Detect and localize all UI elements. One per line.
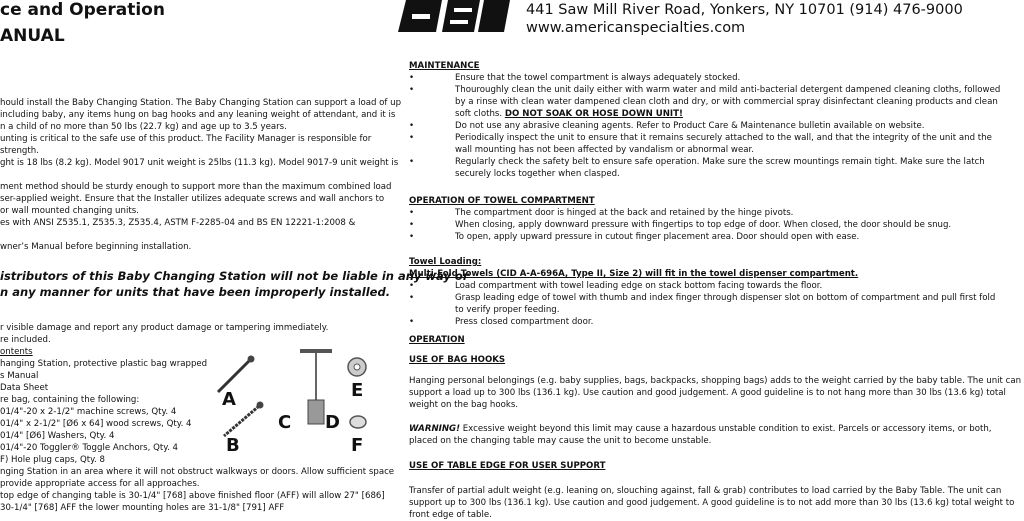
text-line: ment method should be sturdy enough to support more than the maximum combined load (0, 182, 392, 192)
text-line: Transfer of partial adult weight (e.g. leaning on, slouching against, fall & grab) contributes to load carried by the Baby Table. The unit can (409, 486, 1002, 496)
item-text: by a rinse with clean water dampened clean cloth and dry, or with commercial spray disinfectant cleaning products and clean (455, 97, 998, 107)
text-line: r visible damage and report any product damage or tampering immediately. (0, 323, 329, 333)
machine-screw-icon (218, 360, 250, 392)
item-text: soft cloths. DO NOT SOAK OR HOSE DOWN UNIT! (455, 109, 683, 119)
text-line: s Manual (0, 371, 39, 381)
hardware-illustration (205, 342, 385, 458)
text-line: or wall mounted changing units. (0, 206, 139, 216)
text-line: ser-applied weight. Ensure that the Installer utilizes adequate screws and wall anchors to (0, 194, 385, 204)
wood-screw-icon (224, 406, 259, 436)
asi-logo-icon (398, 0, 510, 34)
list-item (409, 84, 1009, 120)
text-line: 30-1/4" [768] AFF the lower mounting holes are 31-1/8" [791] AFF (0, 503, 285, 513)
text-line: support up to 300 lbs (136.1 kg). Use caution and good judgement. A good guideline is to not add more than 30 lbs (13.6 kg) total weight to (409, 498, 1015, 508)
contents-heading: ontents (0, 347, 33, 357)
item-text: wall mounting has not been affected by vandalism or abnormal wear. (455, 145, 754, 155)
washer-hole-icon (354, 364, 360, 370)
bullet: • (409, 133, 415, 143)
maintenance-heading: MAINTENANCE (409, 61, 480, 71)
label-d: D (325, 412, 340, 433)
warning-line: WARNING! Excessive weight beyond this limit may cause a hazardous unstable condition to exist. Parcels or accessory items, or both, (409, 424, 992, 434)
bag-hooks-warning (409, 423, 992, 447)
bullet: • (409, 281, 415, 291)
towel-compartment-list (409, 207, 1009, 243)
item-text: securely locks together when clasped. (455, 169, 620, 179)
warning-line: n any manner for units that have been improperly installed. (0, 285, 391, 299)
warning-line: placed on the changing table may cause the unit to become unstable. (409, 436, 712, 446)
company-website[interactable]: www.americanspecialties.com (526, 20, 746, 36)
bullet: • (409, 232, 415, 242)
text-line: strength. (0, 146, 39, 156)
installation-text (0, 97, 401, 253)
bullet: • (409, 73, 415, 83)
list-item (409, 132, 1009, 156)
hole-plug-cap-icon (350, 416, 366, 428)
text-line (0, 229, 401, 241)
text-line: provide appropriate access for all approaches. (0, 479, 200, 489)
list-item (409, 292, 1009, 316)
item-text: Do not use any abrasive cleaning agents. Refer to Product Care & Maintenance bulletin available on website. (455, 121, 925, 131)
bullet: • (409, 157, 415, 167)
text-line: unting is critical to the safe use of this product. The Facility Manager is responsible for (0, 134, 372, 144)
item-text: Regularly check the safety belt to ensure safe operation. Make sure the screw mountings remain tight. Make sure the latch (455, 157, 985, 167)
text-line: n a child of no more than 50 lbs (22.7 kg) and age up to 3.5 years. (0, 122, 287, 132)
manual-title-line1: ce and Operation (0, 0, 165, 20)
list-item (409, 280, 1009, 292)
towel-loading-heading: Towel Loading: (409, 257, 482, 267)
text-line: ght is 18 lbs (8.2 kg). Model 9017 unit weight is 25lbs (11.3 kg). Model 9017-9 unit weight is (0, 158, 399, 168)
table-edge-heading: USE OF TABLE EDGE FOR USER SUPPORT (409, 461, 606, 471)
text-line: 01/4" [Ø6] Washers, Qty. 4 (0, 431, 115, 441)
item-text: Periodically inspect the unit to ensure that it remains securely attached to the wall, and that the integrity of the unit and the (455, 133, 992, 143)
item-text: Load compartment with towel leading edge on stack bottom facing towards the floor. (455, 281, 823, 291)
text-line (0, 169, 401, 181)
operation-heading: OPERATION (409, 335, 465, 345)
text-line: 01/4" x 2-1/2" [Ø6 x 64] wood screws, Qty. 4 (0, 419, 192, 429)
toggle-anchor-body-icon (308, 400, 324, 424)
towel-loading-list (409, 280, 1009, 328)
text-line: es with ANSI Z535.1, Z535.3, Z535.4, ASTM F-2285-04 and BS EN 12221-1:2008 & (0, 218, 356, 228)
text-line: F) Hole plug caps, Qty. 8 (0, 455, 105, 465)
text-line: 01/4"-20 Toggler® Toggle Anchors, Qty. 4 (0, 443, 179, 453)
text-line: wner’s Manual before beginning installation. (0, 242, 192, 252)
text-line: support a load up to 300 lbs (136.1 kg). Use caution and good judgement. A good guideline is to not hang more than 30 lbs (13.6 kg) total (409, 388, 1006, 398)
text-line: re included. (0, 335, 51, 345)
no-soak-warning: DO NOT SOAK OR HOSE DOWN UNIT! (504, 109, 683, 119)
toggle-anchor-bar-icon (300, 349, 332, 353)
item-text: To open, apply upward pressure in cutout finger placement area. Door should open with ease. (455, 232, 860, 242)
text-line: front edge of table. (409, 510, 492, 520)
towel-compartment-heading: OPERATION OF TOWEL COMPARTMENT (409, 196, 595, 206)
text-line: hanging Station, protective plastic bag wrapped (0, 359, 208, 369)
maintenance-list (409, 72, 1009, 180)
bullet: • (409, 293, 415, 303)
bullet: • (409, 208, 415, 218)
label-e: E (351, 380, 364, 401)
label-f: F (351, 435, 364, 456)
label-c: C (278, 412, 292, 433)
list-item (409, 207, 1009, 219)
warning-line: istributors of this Baby Changing Station will not be liable in any way or (0, 269, 469, 283)
item-text: Thouroughly clean the unit daily either with warm water and mild anti-bacterial detergent dampened cleaning cloths, followed (455, 85, 1001, 95)
text-line: including baby, any items hung on bag hooks and any leaning weight of attendant, and it is (0, 110, 396, 120)
item-text: Press closed compartment door. (455, 317, 594, 327)
bullet: • (409, 220, 415, 230)
text-line: Hanging personal belongings (e.g. baby supplies, bags, backpacks, shopping bags) adds to the weight carried by the baby table. The unit can (409, 376, 1022, 386)
wood-screw-head-icon (257, 402, 264, 409)
item-text: Ensure that the towel compartment is always adequately stocked. (455, 73, 741, 83)
label-a: A (222, 389, 236, 410)
list-item (409, 316, 1009, 328)
item-text: The compartment door is hinged at the back and retained by the hinge pivots. (455, 208, 794, 218)
bag-hooks-text (409, 375, 1021, 411)
bullet: • (409, 85, 415, 95)
list-item (409, 231, 1009, 243)
text-line: weight on the bag hooks. (409, 400, 519, 410)
manual-title-line2: ANUAL (0, 26, 65, 46)
bullet: • (409, 121, 415, 131)
list-item (409, 72, 1009, 84)
liability-warning (0, 268, 469, 300)
warning-label: WARNING! (409, 424, 460, 434)
machine-screw-head-icon (248, 356, 255, 363)
text-line: top edge of changing table is 30-1/4" [768] above finished floor (AFF) will allow 27" [686] (0, 491, 385, 501)
table-edge-text (409, 485, 1014, 521)
item-text: When closing, apply downward pressure with fingertips to top edge of door. When closed, the door should be snug. (455, 220, 952, 230)
bag-hooks-heading: USE OF BAG HOOKS (409, 355, 506, 365)
item-text: Grasp leading edge of towel with thumb and index finger through dispenser slot on bottom of compartment and pull first fold (455, 293, 996, 303)
list-item (409, 219, 1009, 231)
company-address: 441 Saw Mill River Road, Yonkers, NY 10701 (914) 476-9000 (526, 2, 963, 18)
list-item (409, 156, 1009, 180)
text-line: re bag, containing the following: (0, 395, 140, 405)
text-line: 01/4"-20 x 2-1/2" machine screws, Qty. 4 (0, 407, 177, 417)
item-text: to verify proper feeding. (455, 305, 560, 315)
text-line: nging Station in an area where it will not obstruct walkways or doors. Allow sufficient space (0, 467, 395, 477)
bullet: • (409, 317, 415, 327)
list-item (409, 120, 1009, 132)
text-line: hould install the Baby Changing Station. The Baby Changing Station can support a load of up (0, 98, 402, 108)
towel-loading-subheading: Multi-Fold Towels (CID A-A-696A, Type II, Size 2) will fit in the towel dispenser compartment. (409, 269, 859, 279)
label-b: B (226, 435, 240, 456)
text-line: Data Sheet (0, 383, 49, 393)
